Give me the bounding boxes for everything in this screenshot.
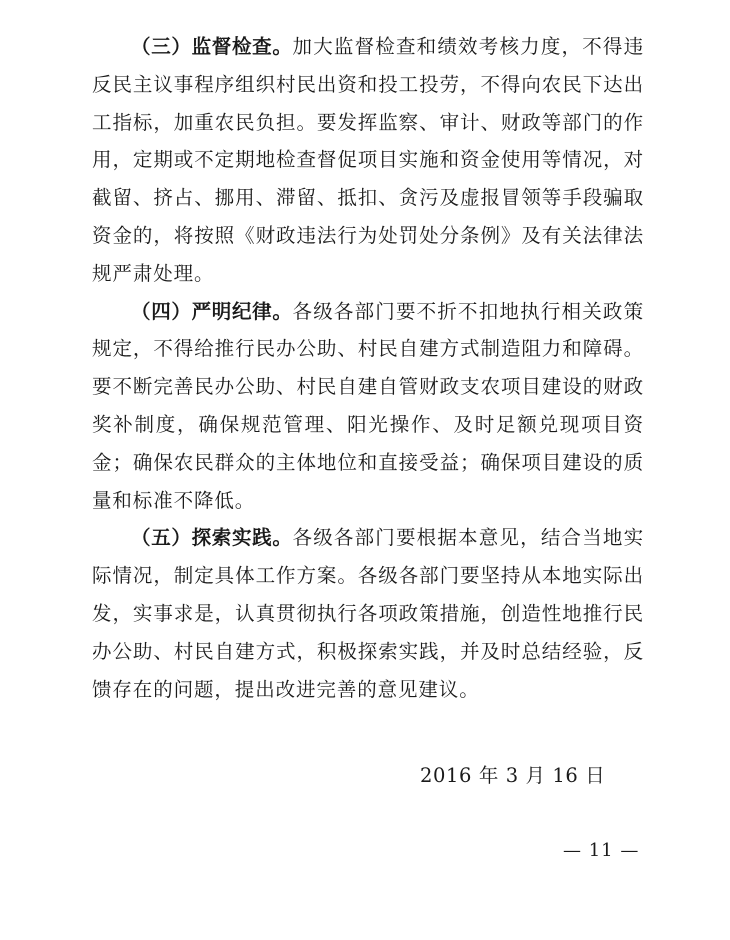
paragraph-practice <box>92 519 644 708</box>
paragraph-text: 各级各部门要不折不扣地执行相关政策规定，不得给推行民办公助、村民自建方式制造阻力和障碍。要不断完善民办公助、村民自建自管财政支农项目建设的财政奖补制度，确保规范管理、阳光操作、及时足额兑现项目资金；确保农民群众的主体地位和直接受益；确保项目建设的质量和标准不降低。 <box>92 299 644 512</box>
paragraph-discipline <box>92 293 644 520</box>
document-body <box>92 28 644 708</box>
page-number: — 11 — <box>563 840 640 861</box>
document-date: 2016 年 3 月 16 日 <box>420 764 606 787</box>
paragraph-heading: （五）探索实践。 <box>131 526 293 550</box>
paragraph-heading: （四）严明纪律。 <box>131 299 293 323</box>
paragraph-supervision <box>92 28 644 293</box>
paragraph-heading: （三）监督检查。 <box>131 35 293 58</box>
paragraph-text: 加大监督检查和绩效考核力度，不得违反民主议事程序组织村民出资和投工投劳，不得向农民下达出工指标，加重农民负担。要发挥监察、审计、财政等部门的作用，定期或不定期地检查督促项目实施和资金使用等情况，对截留、挤占、挪用、滞留、抵扣、贪污及虚报冒领等手段骗取资金的，将按照《财政违法行为处罚处分条例》及有关法律法规严肃处理。 <box>92 35 644 285</box>
paragraph-text: 各级各部门要根据本意见，结合当地实际情况，制定具体工作方案。各级各部门要坚持从本地实际出发，实事求是，认真贯彻执行各项政策措施，创造性地推行民办公助、村民自建方式，积极探索实践，并及时总结经验，反馈存在的问题，提出改进完善的意见建议。 <box>92 526 644 701</box>
